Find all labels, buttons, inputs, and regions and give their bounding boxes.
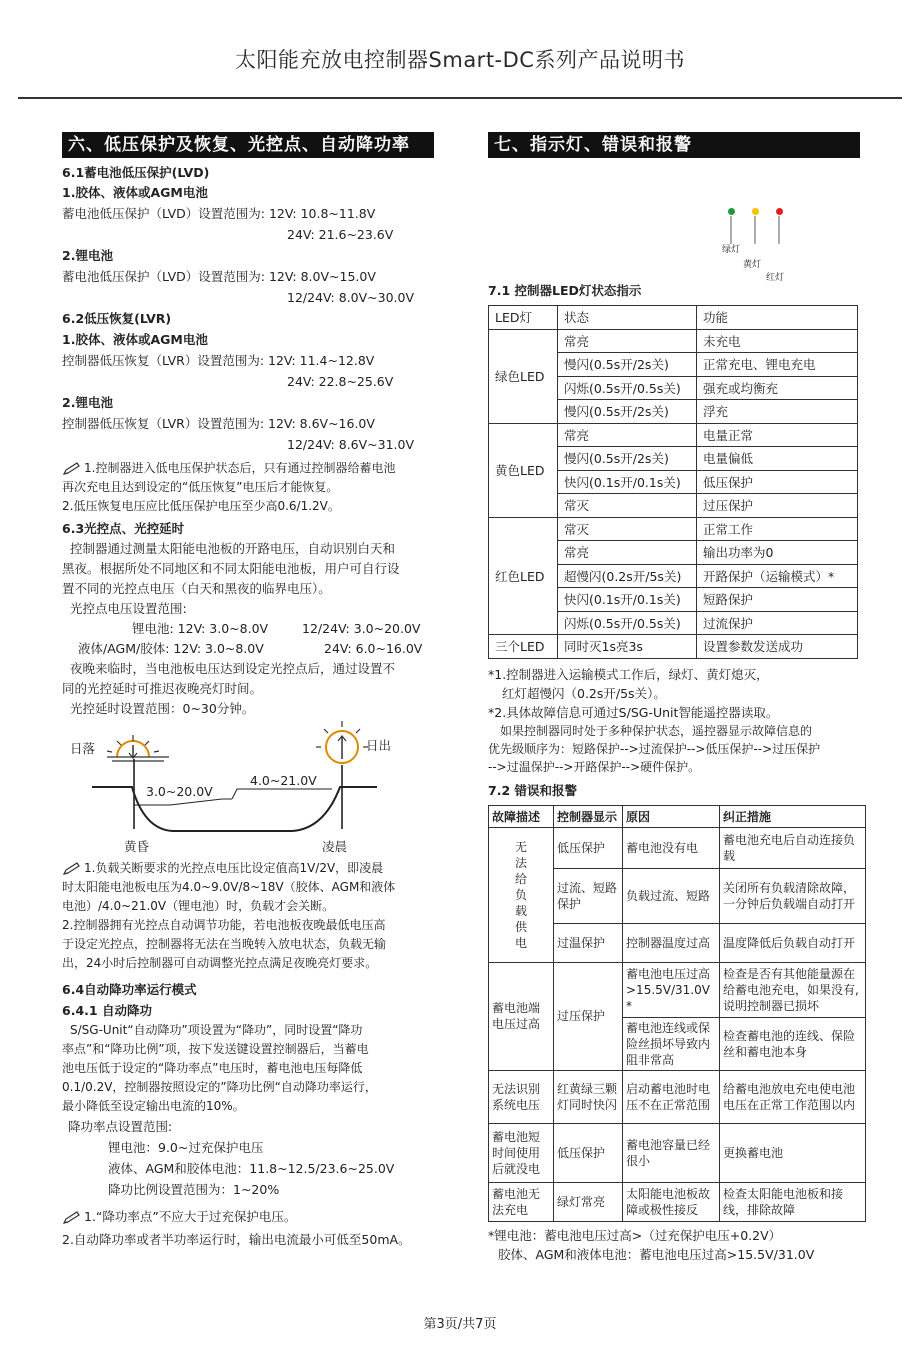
- document-title: 太阳能充放电控制器Smart-DC系列产品说明书: [235, 48, 685, 72]
- label: 蓄电池低压保护（LVD）设置范围为:: [62, 269, 265, 284]
- text-b: 12/24V: 3.0~20.0V: [302, 621, 421, 636]
- value: 12V: 8.6V~16.0V: [268, 416, 375, 431]
- table-row: [489, 827, 866, 868]
- function-cell: 强充或均衡充: [697, 376, 858, 400]
- section-6-title: 六、低压保护及恢复、光控点、自动降功率: [62, 132, 434, 158]
- s72-n2: 胶体、AGM和液体电池：蓄电池电压过高>15.5V/31.0V: [498, 1246, 815, 1262]
- s63-p5: [62, 619, 434, 639]
- state-cell: 快闪(0.1s开/0.1s关): [558, 470, 697, 494]
- pencil-icon: [62, 1211, 84, 1225]
- header-cell: 状态: [558, 306, 697, 330]
- s71-notes: [488, 665, 860, 776]
- table-row: [489, 962, 866, 1017]
- s71-n6: -->过温保护-->开路保护-->硬件保护。: [488, 759, 701, 774]
- s63-p3: 置不同的光控点电压（白天和黑夜的临界电压）。: [62, 581, 331, 596]
- display-cell: 低压保护: [554, 827, 623, 868]
- display-cell: 过流、短路保护: [554, 868, 623, 923]
- cause-cell: 控制器温度过高: [623, 923, 720, 962]
- sunrise-icon: [316, 721, 368, 763]
- text-a: 液体/AGM/胶体: 12V: 3.0~8.0V: [78, 641, 264, 656]
- note-3: [62, 1206, 434, 1250]
- sunset-label: 日落: [70, 741, 96, 756]
- led-name-cell: 三个LED: [489, 635, 558, 659]
- error-alarm-table: [488, 805, 866, 1222]
- sunrise-label: 日出: [366, 738, 392, 753]
- note-2-line4: 2.控制器拥有光控点自动调节功能，若电池板夜晚最低电压高: [62, 918, 386, 932]
- s64-p9: 降功比例设置范围为：1~20%: [108, 1182, 280, 1197]
- text: 1.负载关断要求的光控点电压比设定值高1V/2V，即凌晨: [84, 861, 384, 875]
- s63-p1: 控制器通过测量太阳能电池板的开路电压，自动识别白天和: [70, 541, 396, 556]
- note-2-line1: [62, 859, 434, 878]
- cause-cell: 负载过流、短路: [623, 868, 720, 923]
- state-cell: 常灭: [558, 494, 697, 518]
- function-cell: 设置参数发送成功: [697, 635, 858, 659]
- display-cell: 过温保护: [554, 923, 623, 962]
- led-indicator-figure: [488, 164, 860, 283]
- dusk-label: 黄昏: [124, 839, 150, 854]
- state-cell: 慢闪(0.5s开/2s关): [558, 447, 697, 471]
- s72-n1: *锂电池：蓄电池电压过高>（过充保护电压+0.2V）: [488, 1227, 782, 1243]
- fault-desc-cell: 蓄电池短时间使用后就没电: [489, 1123, 554, 1182]
- table-row: [489, 635, 858, 659]
- display-cell: 绿灯常亮: [554, 1182, 623, 1221]
- s641-title: 6.4.1 自动降功: [62, 1003, 152, 1018]
- s62-sub2: 2.锂电池: [62, 395, 113, 410]
- state-cell: 常亮: [558, 423, 697, 447]
- s61-sub1-row1: [62, 203, 434, 224]
- note-2-line2: 时太阳能电池板电压为4.0~9.0V/8~18V（胶体、AGM和液体: [62, 880, 396, 894]
- text: 1.控制器进入低电压保护状态后，只有通过控制器给蓄电池: [84, 461, 396, 475]
- left-column: [62, 132, 434, 1250]
- s71-n1: *1.控制器进入运输模式工作后，绿灯、黄灯熄灭，: [488, 666, 769, 682]
- display-cell: 红黄绿三颗灯同时快闪: [554, 1070, 623, 1123]
- table-row: [489, 1123, 866, 1182]
- state-cell: 常灭: [558, 517, 697, 541]
- label: 控制器低压恢复（LVR）设置范围为:: [62, 416, 265, 431]
- display-cell: 过压保护: [554, 962, 623, 1070]
- s71-title: 7.1 控制器LED灯状态指示: [488, 283, 642, 298]
- red-led-label: 红灯: [766, 273, 785, 283]
- dawn-label: 凌晨: [322, 839, 348, 854]
- state-cell: 快闪(0.1s开/0.1s关): [558, 588, 697, 612]
- table-header-row: [489, 306, 858, 330]
- s64-p3: 池电压低于设定的“降功率点”电压时，蓄电池电压每降低: [62, 1061, 363, 1075]
- fix-cell: 检查太阳能电池板和接线，排除故障: [720, 1182, 866, 1221]
- light-control-diagram: [62, 719, 434, 859]
- note-1: [62, 459, 434, 516]
- s63-p7: 夜晚来临时，当电池板电压达到设定光控点后，通过设置不: [70, 661, 396, 676]
- fault-desc-cell: [489, 827, 554, 962]
- display-cell: 低压保护: [554, 1123, 623, 1182]
- fix-cell: 蓄电池充电后自动连接负载: [720, 827, 866, 868]
- s62-title: 6.2低压恢复(LVR): [62, 311, 172, 326]
- table-header-row: [489, 805, 866, 827]
- state-cell: 常亮: [558, 329, 697, 353]
- fix-cell: 温度降低后负载自动打开: [720, 923, 866, 962]
- value: 12V: 8.0V~15.0V: [268, 269, 376, 284]
- table-row: [489, 1070, 866, 1123]
- function-cell: 低压保护: [697, 470, 858, 494]
- cause-cell: 蓄电池没有电: [623, 827, 720, 868]
- s64-p7: 锂电池：9.0~过充保护电压: [108, 1140, 264, 1155]
- state-cell: 同时灭1s亮3s: [558, 635, 697, 659]
- table-row: [489, 329, 858, 353]
- table-row: [489, 517, 858, 541]
- function-cell: 过压保护: [697, 494, 858, 518]
- cause-cell: 蓄电池电压过高>15.5V/31.0V *: [623, 962, 720, 1017]
- s63-p8: 同的光控延时可推迟夜晚亮灯时间。: [62, 681, 263, 696]
- function-cell: 电量正常: [697, 423, 858, 447]
- led-name-cell: 红色LED: [489, 517, 558, 635]
- cause-cell: 太阳能电池板故障或极性接反: [623, 1182, 720, 1221]
- value: 12V: 10.8~11.8V: [268, 206, 376, 221]
- s62-sub1-row1: [62, 350, 434, 371]
- header-cell: 控制器显示: [554, 805, 623, 827]
- label: 控制器低压恢复（LVR）设置范围为:: [62, 353, 265, 368]
- s71-n2: 红灯超慢闪（0.2s开/5s关）。: [502, 685, 666, 701]
- voltage-range-1: 3.0~20.0V: [146, 784, 213, 799]
- s61-title: 6.1蓄电池低压保护(LVD): [62, 165, 210, 180]
- page-number: 第3页/共7页: [423, 1317, 497, 1332]
- note-2: [62, 859, 434, 973]
- led-name-cell: 绿色LED: [489, 329, 558, 423]
- header-cell: 功能: [697, 306, 858, 330]
- s64-p4: 0.1/0.2V，控制器按照设定的”降功比例“自动降功率运行，: [62, 1080, 377, 1094]
- state-cell: 慢闪(0.5s开/2s关): [558, 400, 697, 424]
- fault-desc-cell: 蓄电池无法充电: [489, 1182, 554, 1221]
- state-cell: 闪烁(0.5s开/0.5s关): [558, 376, 697, 400]
- s63-p6: [62, 639, 434, 659]
- function-cell: 未充电: [697, 329, 858, 353]
- note-2-line3: 电池）/4.0~21.0V（锂电池）时，负载才会关断。: [62, 899, 335, 913]
- right-column: [488, 132, 860, 1264]
- s62-sub2-row2: 12/24V: 8.6V~31.0V: [287, 437, 415, 452]
- text: 1.“降功率点”不应大于过充保护电压。: [84, 1209, 297, 1224]
- s61-sub1-row2: 24V: 21.6~23.6V: [287, 227, 394, 242]
- header-cell: LED灯: [489, 306, 558, 330]
- led-leader-lines: [488, 164, 860, 244]
- note-1-line3: 2.低压恢复电压应比低压保护电压至少高0.6/1.2V。: [62, 499, 340, 513]
- note-3-line2: 2.自动降功率或者半功率运行时，输出电流最小可低至50mA。: [62, 1232, 411, 1247]
- function-cell: 短路保护: [697, 588, 858, 612]
- function-cell: 电量偏低: [697, 447, 858, 471]
- s62-sub2-row1: [62, 413, 434, 434]
- s62-sub1-row2: 24V: 22.8~25.6V: [287, 374, 394, 389]
- fix-cell: 检查是否有其他能量源在给蓄电池充电，如果没有,说明控制器已损坏: [720, 962, 866, 1017]
- note-3-line1: [62, 1206, 434, 1227]
- cause-cell: 启动蓄电池时电压不在正常范围: [623, 1070, 720, 1123]
- note-2-line5: 于设定光控点，控制器将无法在当晚转入放电状态，负载无输: [62, 937, 387, 951]
- header-cell: 故障描述: [489, 805, 554, 827]
- label: 蓄电池低压保护（LVD）设置范围为:: [62, 206, 265, 221]
- function-cell: 开路保护（运输模式）*: [697, 564, 858, 588]
- function-cell: 正常工作: [697, 517, 858, 541]
- s62-sub1: 1.胶体、液体或AGM电池: [62, 332, 208, 347]
- function-cell: 过流保护: [697, 611, 858, 635]
- s63-title: 6.3光控点、光控延时: [62, 521, 185, 536]
- s61-sub2: 2.锂电池: [62, 248, 113, 263]
- state-cell: 常亮: [558, 541, 697, 565]
- vertical-text: 无法给负载供电: [514, 839, 527, 950]
- s61-sub2-row1: [62, 266, 434, 287]
- s64-p8: 液体、AGM和胶体电池：11.8~12.5/23.6~25.0V: [108, 1161, 395, 1176]
- state-cell: 慢闪(0.5s开/2s关): [558, 353, 697, 377]
- s64-p2: 率点”和“降功比例”项，按下发送键设置控制器后，当蓄电: [62, 1042, 369, 1056]
- s61-sub1: 1.胶体、液体或AGM电池: [62, 185, 208, 200]
- fix-cell: 给蓄电池放电充电使电池电压在正常工作范围以内: [720, 1070, 866, 1123]
- state-cell: 闪烁(0.5s开/0.5s关): [558, 611, 697, 635]
- value: 12V: 11.4~12.8V: [268, 353, 375, 368]
- s63-p9: 光控延时设置范围：0~30分钟。: [70, 701, 255, 716]
- table-row: [489, 423, 858, 447]
- s61-sub2-row2: 12/24V: 8.0V~30.0V: [287, 290, 415, 305]
- yellow-led-label: 黄灯: [743, 260, 762, 270]
- s71-n4: 如果控制器同时处于多种保护状态，遥控器显示故障信息的: [500, 723, 813, 738]
- s63-p2: 黑夜。根据所处不同地区和不同太阳能电池板，用户可自行设: [62, 561, 400, 576]
- fix-cell: 检查蓄电池的连线、保险丝和蓄电池本身: [720, 1017, 866, 1070]
- pencil-icon: [62, 862, 84, 876]
- led-name-cell: 黄色LED: [489, 423, 558, 517]
- header-cell: 原因: [623, 805, 720, 827]
- function-cell: 输出功率为0: [697, 541, 858, 565]
- sunset-icon: [107, 735, 169, 761]
- voltage-range-2: 4.0~21.0V: [250, 773, 317, 788]
- text-a: 锂电池: 12V: 3.0~8.0V: [132, 621, 269, 636]
- function-cell: 浮充: [697, 400, 858, 424]
- note-1-line2: 再次充电且达到设定的“低压恢复”电压后才能恢复。: [62, 480, 339, 494]
- section-7-title: 七、指示灯、错误和报警: [488, 132, 860, 158]
- pencil-icon: [62, 462, 84, 476]
- header-cell: 纠正措施: [720, 805, 866, 827]
- cause-cell: 蓄电池连线或保险丝损坏导致内阻非常高: [623, 1017, 720, 1070]
- s64-p5: 最小降低至设定输出电流的10%。: [62, 1099, 245, 1113]
- fix-cell: 关闭所有负载清除故障，一分钟后负载端自动打开: [720, 868, 866, 923]
- text-b: 24V: 6.0~16.0V: [324, 641, 423, 656]
- s64-p1: S/SG-Unit“自动降功”项设置为“降功”，同时设置“降功: [70, 1023, 363, 1037]
- function-cell: 正常充电、锂电充电: [697, 353, 858, 377]
- header-rule: [18, 97, 902, 99]
- s71-n3: *2.具体故障信息可通过S/SG-Unit智能遥控器读取。: [488, 704, 779, 720]
- fix-cell: 更换蓄电池: [720, 1123, 866, 1182]
- s72-title: 7.2 错误和报警: [488, 782, 577, 798]
- s71-n5: 优先级顺序为：短路保护-->过流保护-->低压保护-->过压保护: [488, 741, 821, 756]
- table-row: [489, 1182, 866, 1221]
- note-2-line6: 出，24小时后控制器可自动调整光控点满足夜晚亮灯要求。: [62, 956, 378, 970]
- cause-cell: 蓄电池容量已经很小: [623, 1123, 720, 1182]
- note-1-line1: [62, 459, 434, 478]
- fault-desc-cell: 无法识别系统电压: [489, 1070, 554, 1123]
- led-status-table: [488, 305, 858, 659]
- state-cell: 超慢闪(0.2s开/5s关): [558, 564, 697, 588]
- fault-desc-cell: 蓄电池端电压过高: [489, 962, 554, 1070]
- s64-p6: 降功率点设置范围:: [68, 1119, 173, 1134]
- s63-p4: 光控点电压设置范围:: [70, 601, 187, 616]
- green-led-label: 绿灯: [722, 245, 741, 255]
- s64-title: 6.4自动降功率运行模式: [62, 982, 197, 997]
